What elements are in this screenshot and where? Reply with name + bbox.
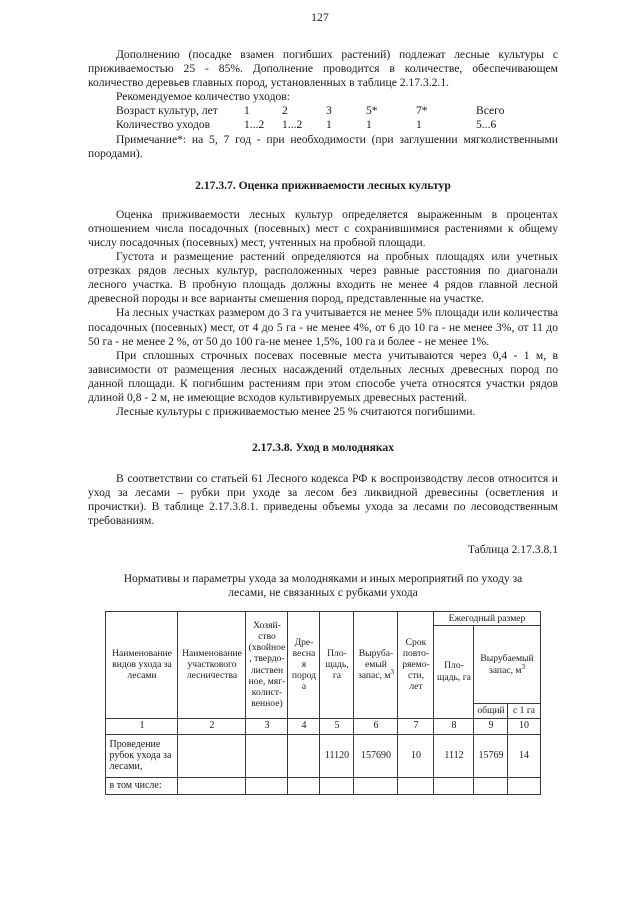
th-economy: Хозяй-ство (хвойное, твердо-лиственное, мяг-колист-венное) bbox=[246, 611, 288, 718]
th-cut-stock-sup: 3 bbox=[390, 667, 394, 676]
care-list-age-1: 1 bbox=[244, 104, 250, 118]
row2-cell-8 bbox=[434, 777, 474, 794]
num-col-6: 6 bbox=[354, 718, 398, 734]
care-list-age-4: 5* bbox=[366, 104, 378, 118]
row1-cell-5: 11120 bbox=[320, 734, 354, 777]
row2-cell-10 bbox=[508, 777, 540, 794]
table-header-row-1 bbox=[106, 611, 540, 625]
paragraph-note: Примечание*: на 5, 7 год - при необходимости (при заглушении мягколиственными породами). bbox=[88, 132, 558, 160]
paragraph-plot-sizes: На лесных участках размером до 3 га учитывается не менее 5% площади или количества посадочных (посевных) мест, от 4 до 5 га - не менее 4%, от 6 до 10 га - не менее 3%, от 11 до 50 га - не менее 2 %, от 50 до 100 га-не менее 1,5%, 100 га и более - не менее 1%. bbox=[88, 306, 558, 348]
care-list-age-3: 3 bbox=[326, 104, 332, 118]
document-content bbox=[0, 48, 640, 795]
num-col-9: 9 bbox=[474, 718, 508, 734]
row2-cell-4 bbox=[288, 777, 320, 794]
table-body bbox=[106, 718, 540, 794]
paragraph-article-61: В соответствии со статьей 61 Лесного кодекса РФ к воспроизводству лесов относится и уход за лесами – рубки при уходе за лесом без ликвидной древесины (осветления и прочистки). В таблице 2.17.3.8.1. приведены объемы ухода за лесами по лесоводственным требованиям. bbox=[88, 472, 558, 528]
care-list-count-5: 1 bbox=[416, 118, 422, 132]
row2-cell-7 bbox=[398, 777, 434, 794]
th-annual-size-group: Ежегодный размер bbox=[434, 611, 540, 625]
th-area: Пло-щадь, га bbox=[320, 611, 354, 718]
num-col-2: 2 bbox=[178, 718, 246, 734]
care-list-label-count: Количество уходов bbox=[116, 118, 211, 132]
num-col-5: 5 bbox=[320, 718, 354, 734]
th-care-type: Наименование видов ухода за лесами bbox=[106, 611, 178, 718]
row2-cell-9 bbox=[474, 777, 508, 794]
document-page bbox=[0, 12, 640, 917]
row2-cell-2 bbox=[178, 777, 246, 794]
table-row bbox=[106, 777, 540, 794]
th-forestry-name: Наименование участкового лесничества bbox=[178, 611, 246, 718]
row1-cell-8: 1112 bbox=[434, 734, 474, 777]
care-list-age-total: Всего bbox=[476, 104, 505, 118]
num-col-4: 4 bbox=[288, 718, 320, 734]
row1-cell-7: 10 bbox=[398, 734, 434, 777]
row2-cell-5 bbox=[320, 777, 354, 794]
table-reference-label: Таблица 2.17.3.8.1 bbox=[467, 542, 558, 556]
num-col-1: 1 bbox=[106, 718, 178, 734]
th-annual-per-ha: с 1 га bbox=[508, 704, 540, 718]
table-head bbox=[106, 611, 540, 718]
paragraph-dopolnenie: Дополнению (посадке взамен погибших растений) подлежат лесные культуры с приживаемостью 25 - 85%. Дополнение проводится в количестве, обеспечивающем количество деревьев главных пород, установленных в таблице 2.17.3.2.1. bbox=[88, 48, 558, 90]
num-col-8: 8 bbox=[434, 718, 474, 734]
row2-cell-1: в том числе: bbox=[106, 777, 178, 794]
num-col-7: 7 bbox=[398, 718, 434, 734]
care-count-list bbox=[88, 104, 558, 132]
table-number-row bbox=[106, 718, 540, 734]
th-repeat-period: Срок повто-ряемо-сти, лет bbox=[398, 611, 434, 718]
care-list-age-2: 2 bbox=[282, 104, 288, 118]
row2-cell-6 bbox=[354, 777, 398, 794]
row1-cell-10: 14 bbox=[508, 734, 540, 777]
table-title: Нормативы и параметры ухода за молодняками и иных мероприятий по уходу за лесами, не связанных с рубками ухода bbox=[123, 571, 523, 600]
paragraph-row-sowing: При сплошных строчных посевах посевные места учитываются через 0,4 - 1 м, в зависимости от размещения лесных насаждений отдельных лесных древесных пород по данной площади. К погибшим растениям при этом способе учета относятся участки рядов длиной 0,8 - 2 м, не имеющие всходов культивируемых древесных растений. bbox=[88, 348, 558, 404]
th-tree-species: Дре-весная порода bbox=[288, 611, 320, 718]
care-list-count-2: 1...2 bbox=[282, 118, 303, 132]
care-list-age-5: 7* bbox=[416, 104, 428, 118]
num-col-3: 3 bbox=[246, 718, 288, 734]
th-annual-area: Пло-щадь, га bbox=[434, 625, 474, 718]
row1-cell-4 bbox=[288, 734, 320, 777]
th-cut-stock bbox=[354, 611, 398, 718]
th-annual-total: общий bbox=[474, 704, 508, 718]
care-list-count-1: 1...2 bbox=[244, 118, 265, 132]
paragraph-survival-assessment: Оценка приживаемости лесных культур определяется выраженным в процентах отношением числа посадочных (посевных) мест с сохранившимися растениями к общему числу посадочных (посевных) мест, учтенных на пробной площади. bbox=[88, 207, 558, 249]
row2-cell-3 bbox=[246, 777, 288, 794]
care-list-label-age: Возраст культур, лет bbox=[116, 104, 218, 118]
care-list-row-age bbox=[116, 104, 558, 118]
heading-2-17-3-7: 2.17.3.7. Оценка приживаемости лесных культур bbox=[195, 178, 451, 192]
page-number: 127 bbox=[311, 12, 329, 24]
row1-cell-1: Проведение рубок ухода за лесами, bbox=[106, 734, 178, 777]
th-annual-cut-stock-sup: 3 bbox=[521, 662, 525, 671]
norms-table bbox=[105, 611, 540, 795]
th-annual-cut-stock-text: Вырубаемый запас, м bbox=[480, 653, 534, 676]
row1-cell-6: 157690 bbox=[354, 734, 398, 777]
th-annual-cut-stock-group bbox=[474, 625, 540, 704]
paragraph-density-placement: Густота и размещение растений определяются на пробных площадях или учетных отрезках рядов лесных культур, расположенных через равные расстояния по диагонали лесного участка. В пробную площадь должны входить не менее 4 рядов главной лесной древесной породы и все варианты смешения пород, представленные на участке. bbox=[88, 250, 558, 306]
table-row bbox=[106, 734, 540, 777]
care-list-row-count bbox=[116, 118, 558, 132]
row1-cell-2 bbox=[178, 734, 246, 777]
care-list-count-3: 1 bbox=[326, 118, 332, 132]
num-col-10: 10 bbox=[508, 718, 540, 734]
paragraph-dead-cultures: Лесные культуры с приживаемостью менее 25 % считаются погибшими. bbox=[116, 405, 476, 419]
paragraph-recommended-count: Рекомендуемое количество уходов: bbox=[116, 90, 291, 104]
care-list-count-4: 1 bbox=[366, 118, 372, 132]
care-list-count-total: 5...6 bbox=[476, 118, 497, 132]
row1-cell-9: 15769 bbox=[474, 734, 508, 777]
row1-cell-3 bbox=[246, 734, 288, 777]
th-cut-stock-text: Выруба-емый запас, м bbox=[358, 647, 394, 682]
heading-2-17-3-8: 2.17.3.8. Уход в молодняках bbox=[251, 441, 395, 455]
